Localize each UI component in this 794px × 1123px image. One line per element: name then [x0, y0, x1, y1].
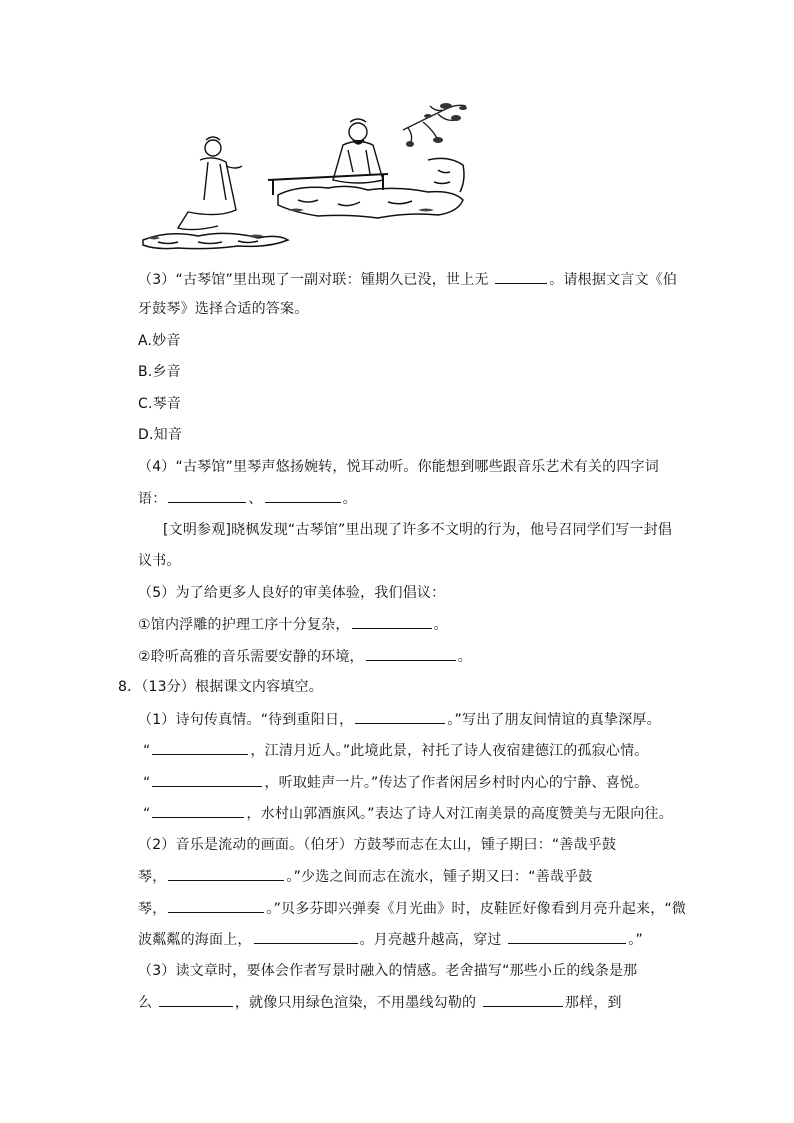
- q8-p1-l2-quote: “: [143, 743, 151, 759]
- rocks: [278, 158, 464, 218]
- q8-p2-l3-text: 琴，: [138, 901, 167, 917]
- q8-blank-7[interactable]: [254, 929, 358, 944]
- q8-p1-l1-end: 。”写出了朋友间情谊的真挚深厚。: [447, 712, 661, 728]
- q8-p3-l2-end: 那样，到: [564, 995, 622, 1011]
- q4-blank-2[interactable]: [265, 488, 341, 503]
- q4-line1: （4）“古琴馆”里琴声悠扬婉转，悦耳动听。你能想到哪些跟音乐艺术有关的四字词: [138, 459, 660, 475]
- q5-item2-end: 。: [457, 649, 472, 665]
- q8-p2-l2-end: 。”少选之间而志在流水，锺子期又曰：“善哉乎鼓: [286, 869, 593, 885]
- option-c[interactable]: C.琴音: [138, 396, 182, 412]
- q4-end: 。: [342, 491, 357, 507]
- q8-blank-5[interactable]: [168, 866, 284, 881]
- zhong-ziqi-figure: [178, 137, 242, 230]
- q3-line2: 牙鼓琴》选择合适的答案。: [138, 301, 309, 317]
- option-d[interactable]: D.知音: [138, 427, 183, 443]
- q8-p1-line2: [143, 740, 649, 761]
- q5-item1-text: ①馆内浮雕的护理工序十分复杂，: [138, 617, 350, 633]
- q8-blank-1[interactable]: [355, 709, 445, 724]
- q3-answer-blank[interactable]: [495, 269, 547, 284]
- civ-line1: [文明参观]晓枫发现“古琴馆”里出现了许多不文明的行为，他号召同学们写一封倡: [163, 522, 673, 538]
- option-b[interactable]: B.乡音: [138, 364, 181, 380]
- q8-blank-6[interactable]: [168, 898, 264, 913]
- q4-blank-1[interactable]: [168, 488, 246, 503]
- q8-p2-line2: [138, 866, 593, 887]
- q8-p1-l4-end: ，水村山郭酒旗风。”表达了诗人对江南美景的高度赞美与无限向往。: [246, 806, 673, 822]
- q8-p3-l2-text: 么: [138, 995, 153, 1011]
- q8-p2-line1: （2）音乐是流动的画面。（伯牙）方鼓琴而志在太山，锺子期曰：“善哉乎鼓: [138, 837, 617, 853]
- q5-item1: [138, 614, 448, 635]
- q5-item2-text: ②聆听高雅的音乐需要安静的环境，: [138, 649, 364, 665]
- q8-p3-line1: （3）读文章时，要体会作者写景时融入的情感。老舍描写“那些小丘的线条是那: [138, 963, 638, 979]
- q8-p1-line3: [143, 772, 648, 793]
- q8-blank-8[interactable]: [508, 929, 626, 944]
- q8-p1-l3-quote: “: [143, 775, 151, 791]
- q5-blank-1[interactable]: [352, 614, 432, 629]
- boya-guqin-illustration: [138, 100, 468, 255]
- q8-p2-line4: [138, 929, 643, 950]
- q8-p2-l4-end: 。”: [628, 932, 643, 948]
- q8-blank-4[interactable]: [152, 803, 244, 818]
- q8-p3-line2: [138, 992, 622, 1013]
- boya-figure: [333, 119, 383, 183]
- q8-blank-10[interactable]: [483, 992, 563, 1007]
- q8-p1-line1: [138, 709, 661, 730]
- q8-p2-l4-text: 波粼粼的海面上，: [138, 932, 252, 948]
- q8-heading: 8．（13分）根据课文内容填空。: [118, 679, 323, 695]
- q8-p3-l2-mid: ，就像只用绿色渲染，不用墨线勾勒的: [234, 995, 477, 1011]
- q4-line2: [138, 488, 357, 509]
- q8-blank-2[interactable]: [152, 740, 248, 755]
- q8-p1-l3-end: ，听取蛙声一片。”传达了作者闲居乡村时内心的宁静、喜悦。: [264, 775, 649, 791]
- q8-p2-l3-end: 。”贝多芬即兴弹奏《月光曲》时，皮鞋匠好像看到月亮升起来，“微: [266, 901, 687, 917]
- q3-text-b: 。请根据文言文《伯: [549, 272, 678, 288]
- option-a[interactable]: A.妙音: [138, 333, 181, 349]
- q5-item2: [138, 646, 472, 667]
- q8-blank-3[interactable]: [152, 772, 262, 787]
- q4-text-a: 语：: [138, 491, 167, 507]
- q8-p2-l2-text: 琴，: [138, 869, 167, 885]
- q5-line1: （5）为了给更多人良好的审美体验，我们倡议：: [138, 585, 446, 601]
- q8-p2-line3: [138, 898, 686, 919]
- civ-line2: 议书。: [138, 553, 181, 569]
- q5-blank-2[interactable]: [366, 646, 456, 661]
- ground-rocks: [143, 233, 288, 248]
- q3-line1: [138, 269, 677, 290]
- q8-p2-l4-mid: 。月亮越升越高，穿过: [359, 932, 502, 948]
- q8-p1-l1-text: （1）诗句传真情。“待到重阳日，: [138, 712, 354, 728]
- q8-p1-line4: [143, 803, 673, 824]
- q4-separator: 、: [248, 491, 263, 507]
- q8-p1-l4-quote: “: [143, 806, 151, 822]
- q8-p1-l2-end: ，江清月近人。”此境此景，衬托了诗人夜宿建德江的孤寂心情。: [250, 743, 649, 759]
- q3-text-a: （3）“古琴馆”里出现了一副对联：锺期久已没，世上无: [138, 272, 489, 288]
- q5-item1-end: 。: [433, 617, 448, 633]
- q8-blank-9[interactable]: [159, 992, 233, 1007]
